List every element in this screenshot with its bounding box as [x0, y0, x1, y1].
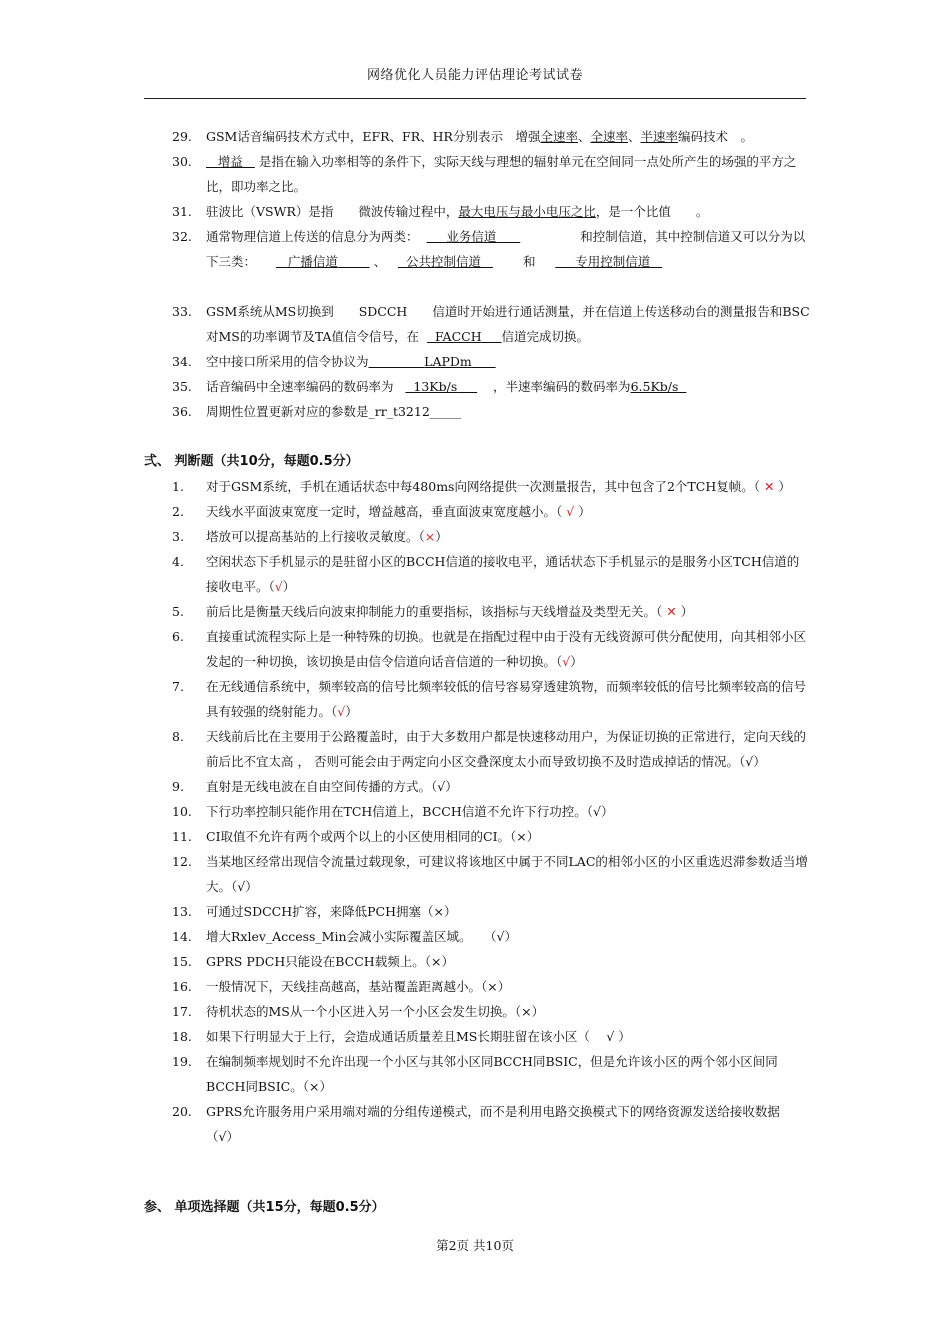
question-text: 和: [522, 254, 536, 269]
question-number: 10.: [172, 804, 192, 819]
question-text: 增大Rxlev_Access_Min会减小实际覆盖区域。: [206, 929, 491, 944]
separator: 、: [628, 129, 641, 144]
page-footer: 第2页 共10页: [436, 1238, 514, 1253]
answer-bracket-close: ）: [319, 1079, 332, 1094]
question-number: 14.: [172, 929, 192, 944]
question-number: 2.: [172, 504, 184, 519]
answer-mark: √: [566, 504, 575, 519]
question-text: 对于GSM系统，手机在通话状态中每480ms向网络提供一次测量报告，其中包含了2个TCH复帧。: [206, 479, 754, 494]
answer-text: FACCH: [434, 329, 482, 344]
answer-text: 专用控制信道: [575, 254, 651, 269]
question-number: 19.: [172, 1054, 192, 1069]
answer-bracket-open: （: [421, 904, 434, 919]
question-text: 是指在输入功率相等的条件下，实际天线与理想的辐射单元在空间同一点处所产生的场强的平方之比，即功率之比。: [206, 154, 797, 194]
answer-bracket-close: ）: [245, 879, 258, 894]
answer-bracket-open: （: [418, 529, 425, 544]
answer-bracket-open: （: [556, 504, 567, 519]
answer-bracket-open: （: [331, 704, 338, 719]
answer: 最大电压与最小电压之比: [458, 204, 596, 219]
answer-bracket-close: ）: [601, 804, 614, 819]
answer-mark: ×: [487, 979, 498, 994]
judgement-item: [0, 524, 950, 549]
section-title-judgement: 弍、 判断题（共10分，每题0.5分）: [144, 454, 359, 469]
answer-text: 业务信道: [446, 229, 497, 244]
question-number: 5.: [172, 604, 184, 619]
answer-bracket-close: ）: [441, 954, 454, 969]
question-34: [0, 349, 950, 374]
question-number: 30.: [172, 154, 192, 169]
answer: [276, 254, 370, 269]
question-text: GPRS PDCH只能设在BCCH载频上。: [206, 954, 425, 969]
answer: [631, 379, 687, 394]
answer-bracket-open: （: [738, 754, 746, 769]
answer-bracket-close: ）: [445, 779, 458, 794]
question-text: 一般情况下，天线挂高越高，基站覆盖距离越小。: [206, 979, 482, 994]
answer-mark: ✕: [666, 604, 677, 619]
question-text: 可通过SDCCH扩容，来降低PCH拥塞: [206, 904, 421, 919]
answer: 全速率: [590, 129, 629, 144]
question-text: 在编制频率规划时不允许出现一个小区与其邻小区同BCCH同BSIC，但是允许该小区的两个邻小区间同BCCH同BSIC。: [206, 1054, 778, 1094]
question-text: 信道完成切换。: [501, 329, 589, 344]
answer-mark: √: [562, 654, 571, 669]
question-30: [0, 149, 950, 199]
answer: [369, 354, 496, 369]
header-rule: [144, 98, 806, 99]
answer-bracket-close: ）: [282, 579, 296, 594]
answer: [427, 329, 501, 344]
question-number: 3.: [172, 529, 184, 544]
question-number: 32.: [172, 229, 192, 244]
question-text: 通常物理信道上传送的信息分为两类：: [206, 229, 419, 244]
answer-text: 公共控制信道: [406, 254, 482, 269]
question-text: 天线前后比在主要用于公路覆盖时，由于大多数用户都是快速移动用户，为保证切换的正常进行，定向天线的前后比不宜太高 ， 否则可能会由于两定向小区交叠深度太小而导致切换不及时造成掉话的情况。: [206, 729, 807, 769]
answer-mark: √: [496, 929, 505, 944]
answer-bracket-close: ）: [574, 504, 591, 519]
answer-bracket-close: ）: [435, 529, 448, 544]
judgement-item: [0, 1049, 950, 1099]
question-text: 直射是无线电波在自由空间传播的方式。: [206, 779, 432, 794]
answer-mark: √: [745, 754, 754, 769]
question-number: 12.: [172, 854, 192, 869]
question-text: 和控制信道，其中控制信道又可以分为以下三类：: [206, 229, 806, 269]
question-text: GPRS允许服务用户采用端对端的分组传递模式，而不是利用电路交换模式下的网络资源发送给接收数据: [206, 1104, 793, 1119]
answer-mark: √: [593, 804, 601, 819]
question-31: [0, 199, 950, 224]
question-text: 如果下行明显大于上行，会造成通话质量差且MS长期驻留在该小区: [206, 1029, 578, 1044]
answer-bracket-open: （: [577, 1029, 607, 1044]
question-number: 13.: [172, 904, 192, 919]
question-33: [0, 299, 950, 349]
answer: [206, 154, 255, 169]
judgement-item: [0, 724, 950, 774]
question-text: 前后比是衡量天线后向波束抑制能力的重要指标，该指标与天线增益及类型无关。: [206, 604, 657, 619]
page-header-title: 网络优化人员能力评估理论考试试卷: [366, 68, 583, 83]
question-number: 1.: [172, 479, 184, 494]
question-number: 20.: [172, 1104, 192, 1119]
question-text: 驻波比（VSWR）是指 微波传输过程中，: [206, 204, 459, 219]
question-text: 当某地区经常出现信令流量过载现象，可建议将该地区中属于不同LAC的相邻小区的小区重选迟滞参数适当增大。: [206, 854, 808, 894]
answer-bracket-open: （: [656, 604, 667, 619]
question-text: 天线水平面波束宽度一定时，增益越高，垂直面波束宽度越小。: [206, 504, 557, 519]
answer-bracket-close: ）: [444, 904, 457, 919]
judgement-item: [0, 774, 950, 799]
judgement-item: [0, 474, 950, 499]
judgement-item: [0, 824, 950, 849]
question-text: 下行功率控制只能作用在TCH信道上，BCCH信道不允许下行功控。: [206, 804, 587, 819]
answer-bracket-close: ）: [497, 979, 511, 994]
question-text: 塔放可以提高基站的上行接收灵敏度。: [206, 529, 419, 544]
answer-bracket-open: （: [302, 1079, 309, 1094]
judgement-list: [0, 474, 950, 1149]
answer-bracket-open: （: [424, 954, 431, 969]
question-text: 待机状态的MS从一个小区进入另一个小区会发生切换。: [206, 1004, 515, 1019]
separator: 、: [373, 254, 387, 269]
answer-bracket-close: ）: [774, 479, 791, 494]
answer-text: 增益: [217, 154, 243, 169]
section-title-single-choice: 参、 单项选择题（共15分，每题0.5分）: [144, 1200, 385, 1215]
answer-text: 13Kb/s: [413, 379, 458, 394]
judgement-item: [0, 624, 950, 674]
question-text: 在无线通信系统中，频率较高的信号比频率较低的信号容易穿透建筑物，而频率较低的信号比频率较高的信号具有较强的绕射能力。: [206, 679, 807, 719]
question-number: 36.: [172, 404, 192, 419]
spacer: [0, 274, 950, 299]
answer-bracket-open: （: [753, 479, 764, 494]
answer: 半速率: [640, 129, 679, 144]
judgement-item: [0, 949, 950, 974]
answer-mark: √: [237, 879, 246, 894]
question-number: 33.: [172, 304, 192, 319]
answer-bracket-open: （: [556, 654, 563, 669]
question-text: 话音编码中全速率编码的数码率为: [206, 379, 394, 394]
answer-bracket-open: （: [510, 829, 517, 844]
judgement-item: [0, 999, 950, 1024]
answer-bracket-close: ）: [345, 704, 358, 719]
question-text: 直接重试流程实际上是一种特殊的切换。也就是在指配过程中由于没有无线资源可供分配使用，向其相邻小区发起的一种切换，该切换是由信令信道向话音信道的一种切换。: [206, 629, 807, 669]
answer-mark: √: [274, 579, 283, 594]
question-35: [0, 374, 950, 399]
question-text: ，半速率编码的数码率为: [493, 379, 631, 394]
answer-text: LAPDm: [424, 354, 472, 369]
question-number: 29.: [172, 129, 192, 144]
question-text: 周期性位置更新对应的参数是_rr_t3212_____: [206, 404, 462, 419]
answer-bracket-close: ）: [504, 929, 518, 944]
answer-bracket-open: （: [514, 1004, 522, 1019]
judgement-item: [0, 499, 950, 524]
question-number: 6.: [172, 629, 184, 644]
answer-mark: √: [218, 1129, 227, 1144]
question-number: 16.: [172, 979, 192, 994]
judgement-item: [0, 899, 950, 924]
answer: [555, 254, 662, 269]
answer-bracket-close: ）: [570, 654, 583, 669]
answer-bracket-close: ）: [531, 1004, 545, 1019]
answer-bracket-open: （: [481, 979, 488, 994]
answer-mark: √: [337, 704, 346, 719]
answer-bracket-close: ）: [614, 1029, 631, 1044]
judgement-item: [0, 799, 950, 824]
judgement-item: [0, 974, 950, 999]
answer-bracket-close: ）: [753, 754, 766, 769]
question-number: 11.: [172, 829, 192, 844]
answer-bracket-open: （: [431, 779, 438, 794]
answer-text: 广播信道: [287, 254, 338, 269]
answer-mark: ×: [430, 954, 442, 969]
judgement-item: [0, 549, 950, 599]
question-number: 18.: [172, 1029, 192, 1044]
question-text: GSM话音编码技术方式中，EFR、FR、HR分别表示 增强: [206, 129, 541, 144]
judgement-item: [0, 1024, 950, 1049]
answer-mark: ×: [308, 1079, 320, 1094]
question-29: [0, 124, 950, 149]
question-32: [0, 224, 950, 274]
question-text: 空中接口所采用的信令协议为: [206, 354, 369, 369]
question-number: 8.: [172, 729, 184, 744]
question-number: 31.: [172, 204, 192, 219]
question-text: ，是一个比值 。: [595, 204, 709, 219]
answer: [398, 254, 493, 269]
question-number: 35.: [172, 379, 192, 394]
answer-mark: √: [606, 1029, 615, 1044]
judgement-item: [0, 674, 950, 724]
answer-bracket-close: ）: [226, 1129, 239, 1144]
judgement-item: [0, 599, 950, 624]
answer-bracket-open: （: [268, 579, 275, 594]
judgement-item: [0, 1099, 950, 1149]
question-number: 15.: [172, 954, 192, 969]
separator: 、: [577, 129, 591, 144]
question-text: 编码技术 。: [678, 129, 754, 144]
question-number: 7.: [172, 679, 184, 694]
answer-mark: ✕: [763, 479, 775, 494]
answer: [405, 379, 477, 394]
question-text: GSM系统从MS切换到 SDCCH 信道时开始进行通话测量，并在信道上传送移动台的测量报告和BSC对MS的功率调节及TA值信令信号，在: [206, 304, 810, 344]
question-36: [0, 399, 950, 424]
answer-bracket-open: （: [206, 1129, 219, 1144]
answer-bracket-open: （: [231, 879, 238, 894]
question-text: CI取值不允许有两个或两个以上的小区使用相同的CI。: [206, 829, 511, 844]
judgement-item: [0, 924, 950, 949]
answer-bracket-close: ）: [676, 604, 694, 619]
answer-mark: ×: [521, 1004, 532, 1019]
answer-bracket-open: （: [490, 929, 497, 944]
question-text: 空闲状态下手机显示的是驻留小区的BCCH信道的接收电平，通话状态下手机显示的是服务小区TCH信道的接收电平。: [206, 554, 800, 594]
question-number: 4.: [172, 554, 184, 569]
question-number: 9.: [172, 779, 184, 794]
question-number: 34.: [172, 354, 192, 369]
answer-mark: ×: [433, 904, 444, 919]
answer-mark: ×: [516, 829, 527, 844]
answer: 全速率: [540, 129, 578, 144]
answer: [426, 229, 520, 244]
answer-text: 6.5Kb/s: [630, 379, 679, 394]
judgement-item: [0, 849, 950, 899]
fill-in-section: [0, 124, 950, 424]
answer-mark: √: [437, 779, 446, 794]
question-number: 17.: [172, 1004, 192, 1019]
answer-bracket-close: ）: [526, 829, 540, 844]
answer-mark: ×: [424, 529, 436, 544]
answer-bracket-open: （: [586, 804, 594, 819]
